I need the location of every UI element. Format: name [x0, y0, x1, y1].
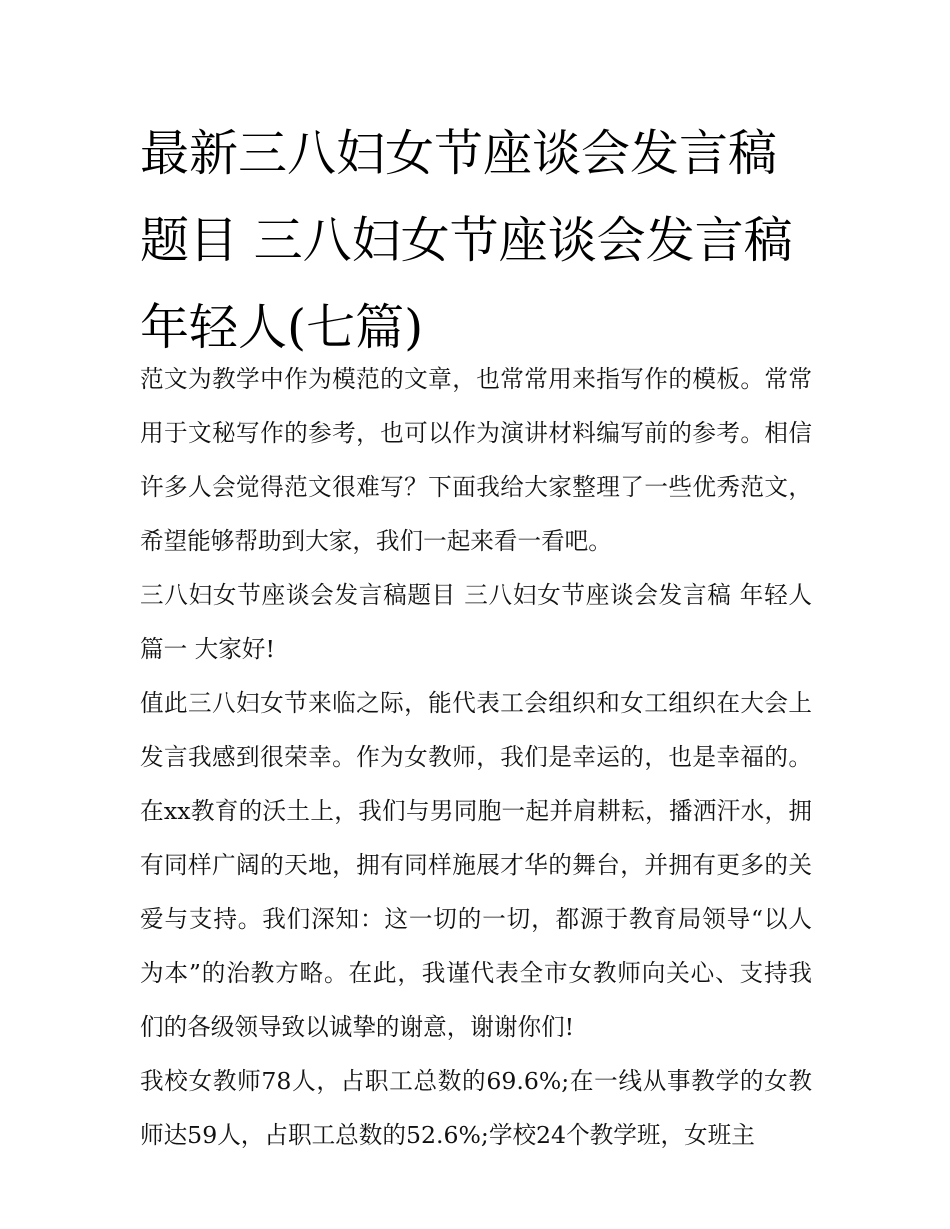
- document-body: [140, 352, 812, 1162]
- paragraph-intro: 范文为教学中作为模范的文章，也常常用来指写作的模板。常常用于文秘写作的参考，也可以作为演讲材料编写前的参考。相信许多人会觉得范文很难写？下面我给大家整理了一些优秀范文，希望能够帮助到大家，我们一起来看一看吧。: [140, 365, 812, 555]
- document-title: 最新三八妇女节座谈会发言稿题目 三八妇女节座谈会发言稿年轻人(七篇): [140, 125, 793, 356]
- paragraph-speech-opening: 值此三八妇女节来临之际，能代表工会组织和女工组织在大会上发言我感到很荣幸。作为女教师，我们是幸运的，也是幸福的。在xx教育的沃土上，我们与男同胞一起并肩耕耘，播洒汗水，拥有同样广阔的天地，拥有同样施展才华的舞台，并拥有更多的关爱与支持。我们深知：这一切的一切，都源于教育局领导“以人为本”的治教方略。在此，我谨代表全市女教师向关心、支持我们的各级领导致以诚挚的谢意，谢谢你们!: [140, 689, 812, 1041]
- paragraph-section-heading: 三八妇女节座谈会发言稿题目 三八妇女节座谈会发言稿 年轻人篇一 大家好!: [140, 581, 812, 663]
- paragraph-statistics: 我校女教师78人，占职工总数的69.6%;在一线从事教学的女教师达59人，占职工总数的52.6%;学校24个教学班，女班主: [140, 1067, 812, 1149]
